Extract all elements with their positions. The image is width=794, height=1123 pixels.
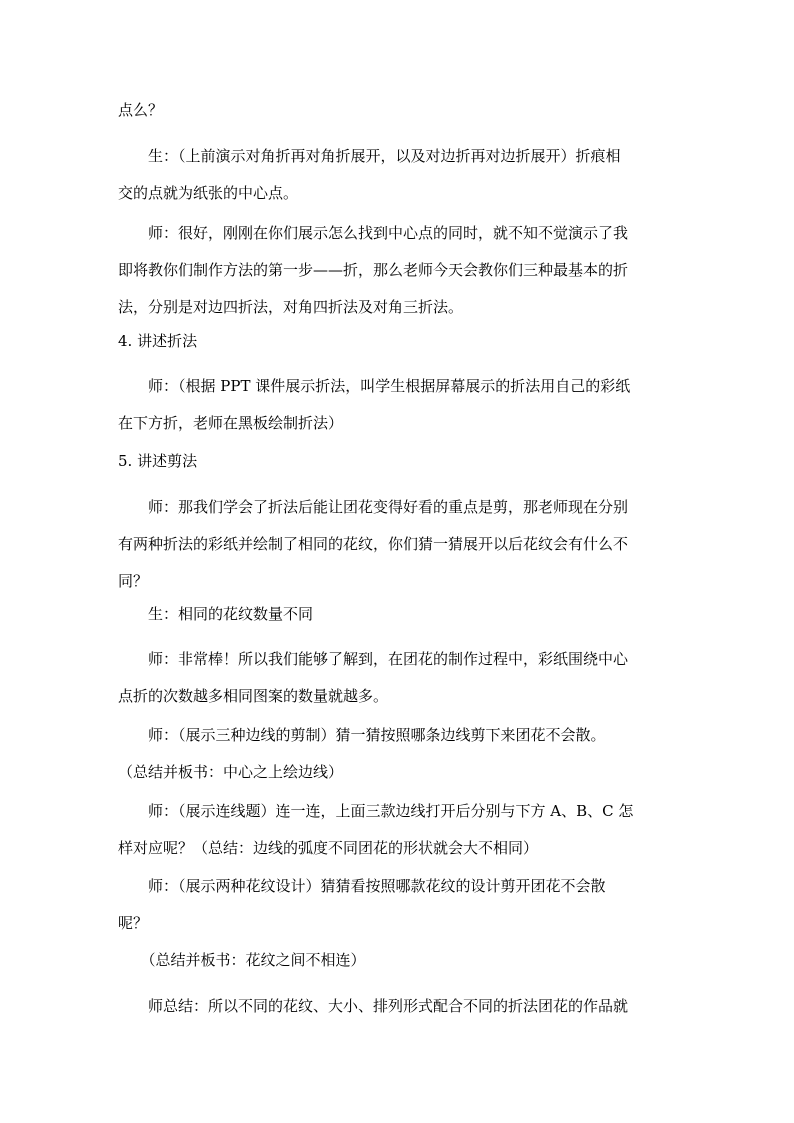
text-line: 呢？	[118, 914, 149, 932]
paragraph-teacher-matching	[118, 793, 678, 867]
text-line: 有两种折法的彩纸并绘制了相同的花纹，你们猜一猜展开以后花纹会有什么不	[118, 535, 629, 553]
text-line: （总结并板书：花纹之间不相连）	[118, 951, 366, 969]
text-line: （总结并板书：中心之上绘边线）	[118, 763, 344, 781]
text-line: 即将教你们制作方法的第一步——折，那么老师今天会教你们三种最基本的折	[118, 261, 629, 279]
text-line: 生：（上前演示对角折再对角折展开，以及对边折再对边折展开）折痕相	[118, 147, 621, 165]
text-line: 样对应呢？（总结：边线的弧度不同团花的形状就会大不相同）	[118, 839, 539, 857]
text-line: 师总结：所以不同的花纹、大小、排列形式配合不同的折法团花的作品就	[118, 997, 629, 1015]
text-line: 4. 讲述折法	[118, 332, 198, 350]
text-line: 点折的次数越多相同图案的数量就越多。	[118, 687, 389, 705]
paragraph-summary-note	[118, 942, 678, 979]
text-line: 师：（根据 PPT 课件展示折法，叫学生根据屏幕展示的折法用自己的彩纸	[118, 377, 631, 395]
text-line: 生：相同的花纹数量不同	[118, 605, 314, 623]
text-line: 师：（展示连线题）连一连，上面三款边线打开后分别与下方 A、B、C 怎	[118, 802, 634, 820]
paragraph-teacher-summary	[118, 988, 678, 1025]
text-line: 师：那我们学会了折法后能让团花变得好看的重点是剪，那老师现在分别	[118, 498, 629, 516]
paragraph-student-answer	[118, 596, 678, 633]
section-heading-cut	[118, 443, 678, 480]
section-heading-fold	[118, 323, 678, 360]
text-line: 师：（展示两种花纹设计）猜猜看按照哪款花纹的设计剪开团花不会散	[118, 877, 606, 895]
text-line: 法，分别是对边四折法，对角四折法及对角三折法。	[118, 298, 464, 316]
text-line: 交的点就为纸张的中心点。	[118, 184, 299, 202]
paragraph-teacher-cut	[118, 489, 678, 600]
text-line: 点么？	[118, 101, 164, 119]
paragraph-student-demo	[118, 138, 678, 212]
paragraph-teacher-fold-ppt	[118, 368, 678, 442]
paragraph-teacher-pattern-design	[118, 868, 678, 942]
paragraph-teacher-praise	[118, 641, 678, 715]
text-line: 在下方折，老师在黑板绘制折法）	[118, 414, 344, 432]
text-line: 5. 讲述剪法	[118, 452, 198, 470]
text-line: 师：很好，刚刚在你们展示怎么找到中心点的同时，就不知不觉演示了我	[118, 224, 629, 242]
text-line: 同？	[118, 572, 149, 590]
paragraph-teacher-fold-intro	[118, 215, 678, 326]
paragraph-continuation	[118, 92, 678, 129]
text-line: 师：（展示三种边线的剪制）猜一猜按照哪条边线剪下来团花不会散。	[118, 726, 606, 744]
text-line: 师：非常棒！所以我们能够了解到，在团花的制作过程中，彩纸围绕中心	[118, 650, 629, 668]
paragraph-teacher-edge-lines	[118, 717, 678, 791]
